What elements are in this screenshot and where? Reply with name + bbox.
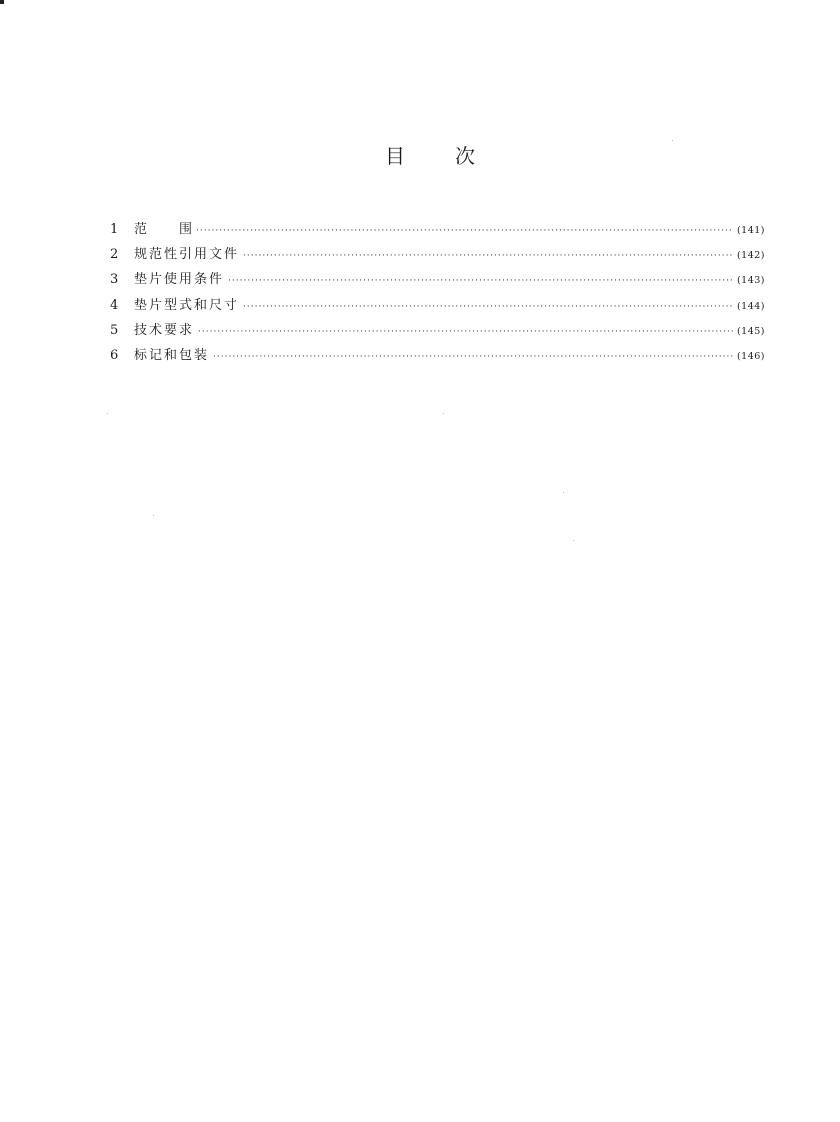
toc-title xyxy=(0,140,840,169)
toc-entry-6[interactable] xyxy=(110,344,765,369)
toc-entry-page: (141) xyxy=(736,225,765,236)
toc-leader-dots xyxy=(213,352,733,362)
scan-speck xyxy=(443,413,444,414)
toc-entry-2[interactable] xyxy=(110,243,765,268)
toc-entry-number: 5 xyxy=(110,322,119,338)
toc-entry-5[interactable] xyxy=(110,319,765,344)
table-of-contents xyxy=(110,218,765,369)
toc-entry-1[interactable] xyxy=(110,218,765,243)
toc-entry-label: 规范性引用文件 xyxy=(134,247,240,263)
toc-entry-number: 3 xyxy=(110,272,119,288)
toc-leader-dots xyxy=(243,251,733,261)
toc-entry-number: 4 xyxy=(110,297,119,313)
toc-leader-dots xyxy=(196,226,733,236)
toc-title-char-2: 次 xyxy=(455,144,475,168)
toc-entry-page: (142) xyxy=(736,250,765,262)
toc-entry-page: (144) xyxy=(736,300,765,312)
toc-entry-label: 垫片型式和尺寸 xyxy=(134,297,240,313)
toc-leader-dots xyxy=(243,302,733,312)
toc-entry-number: 1 xyxy=(110,222,119,237)
toc-entry-number: 2 xyxy=(110,247,119,263)
toc-entry-3[interactable] xyxy=(110,268,765,293)
scan-speck xyxy=(153,515,154,516)
toc-leader-dots xyxy=(198,327,733,337)
toc-entry-label: 技术要求 xyxy=(134,322,195,338)
toc-entry-label-part-1: 范 xyxy=(134,222,148,237)
toc-entry-number: 6 xyxy=(110,347,119,363)
toc-entry-page: (143) xyxy=(736,275,765,287)
toc-leader-dots xyxy=(228,276,733,286)
toc-entry-label-part-2: 围 xyxy=(179,222,193,237)
scan-speck xyxy=(573,540,574,541)
scan-speck xyxy=(107,413,108,414)
toc-entry-label xyxy=(134,218,192,237)
toc-entry-page: (146) xyxy=(736,350,765,362)
toc-entry-page: (145) xyxy=(736,325,765,337)
toc-title-char-1: 目 xyxy=(385,144,405,168)
scan-speck xyxy=(563,492,564,493)
toc-entry-label: 标记和包装 xyxy=(134,347,210,363)
scan-corner-mark xyxy=(0,0,4,4)
scan-speck xyxy=(672,140,673,141)
toc-entry-4[interactable] xyxy=(110,294,765,319)
toc-entry-label: 垫片使用条件 xyxy=(134,272,225,288)
